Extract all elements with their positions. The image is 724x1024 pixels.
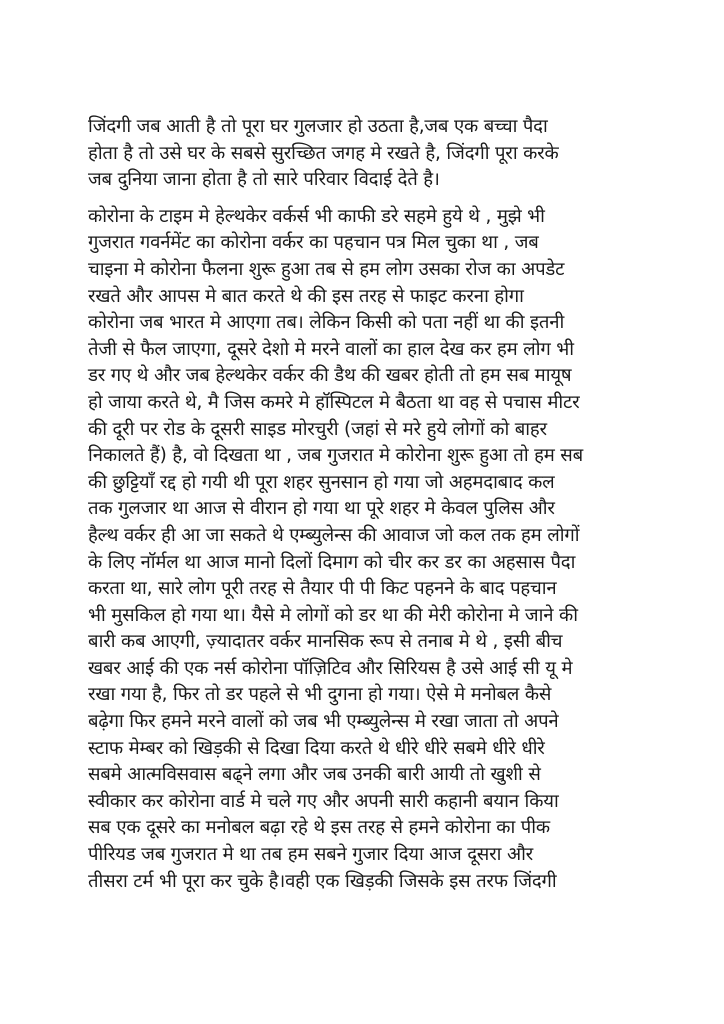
text-line: रखते और आपस मे बात करते थे की इस तरह से फाइट करना होगा (88, 285, 524, 307)
text-line: स्टाफ मेम्बर को खिड़की से दिखा दिया करते थे धीरे धीरे सबमे धीरे धीरे (88, 737, 545, 759)
document-body (88, 114, 648, 895)
text-line: कोरोना जब भारत मे आएगा तब। लेकिन किसी को पता नहीं था की इतनी (88, 312, 565, 334)
text-line: सबमे आत्मविसवास बढ्ने लगा और जब उनकी बारी आयी तो खुशी से (88, 764, 541, 786)
text-line: जिंदगी जब आती है तो पूरा घर गुलजार हो उठता है,जब एक बच्चा पैदा (88, 116, 548, 137)
text-line: जब दुनिया जाना होता है तो सारे परिवार विदाई देते है। (88, 169, 440, 191)
text-line: तक गुलजार था आज से वीरान हो गया था पूरे शहर मे केवल पुलिस और (88, 498, 555, 520)
text-line: हैल्थ वर्कर ही आ जा सकते थे एम्ब्युलेन्स की आवाज जो कल तक हम लोगों (88, 524, 580, 546)
text-line: करता था, सारे लोग पूरी तरह से तैयार पी पी किट पहनने के बाद पहचान (88, 578, 557, 600)
text-line: डर गए थे और जब हेल्थकेर वर्कर की डैथ की खबर होती तो हम सब मायूष (88, 365, 572, 387)
text-line: सब एक दूसरे का मनोबल बढ़ा रहे थे इस तरह से हमने कोरोना का पीक (88, 817, 550, 839)
text-line: तेजी से फैल जाएगा, दूसरे देशो मे मरने वालों का हाल देख कर हम लोग भी (88, 338, 574, 360)
paragraph-intro (88, 114, 648, 194)
text-line: कोरोना के टाइम मे हेल्थकेर वर्कर्स भी काफी डरे सहमे हुये थे , मुझे भी (88, 205, 545, 227)
text-line: निकालते हैं) है, वो दिखता था , जब गुजरात मे कोरोना शुरू हुआ तो हम सब (88, 445, 583, 467)
text-line: पीरियड जब गुजरात मे था तब हम सबने गुजार दिया आज दूसरा और (88, 844, 534, 866)
text-line: भी मुसकिल हो गया था। यैसे मे लोगों को डर था की मेरी कोरोना मे जाने की (88, 604, 578, 626)
text-line: की दूरी पर रोड के दूसरी साइड मोरचुरी (जहां से मरे हुये लोगों को बाहर (88, 418, 547, 440)
text-line: स्वीकार कर कोरोना वार्ड मे चले गए और अपनी सारी कहानी बयान किया (88, 790, 559, 812)
text-line: होता है तो उसे घर के सबसे सुरच्छित जगह मे रखते है, जिंदगी पूरा करके (88, 142, 559, 164)
text-line: तीसरा टर्म भी पूरा कर चुके है।वही एक खिड़की जिसके इस तरफ जिंदगी (88, 870, 557, 892)
text-line: रखा गया है, फिर तो डर पहले से भी दुगना हो गया। ऐसे मे मनोबल कैसे (88, 684, 552, 706)
text-line: बढ़ेगा फिर हमने मरने वालों को जब भी एम्ब्युलेन्स मे रखा जाता तो अपने (88, 711, 559, 733)
text-line: के लिए नॉर्मल था आज मानो दिलों दिमाग को चीर कर डर का अहसास पैदा (88, 551, 576, 573)
text-line: चाइना मे कोरोना फैलना शुरू हुआ तब से हम लोग उसका रोज का अपडेट (88, 258, 565, 280)
text-line: खबर आई की एक नर्स कोरोना पॉज़िटिव और सिरियस है उसे आई सी यू मे (88, 657, 573, 679)
text-line: गुजरात गवर्नमेंट का कोरोना वर्कर का पहचान पत्र मिल चुका था , जब (88, 232, 539, 254)
paragraph-corona-story (88, 204, 648, 895)
text-line: बारी कब आएगी, ज़्यादातर वर्कर मानसिक रूप से तनाब मे थे , इसी बीच (88, 631, 563, 653)
text-line: हो जाया करते थे, मै जिस कमरे मे हॉस्पिटल मे बैठता था वह से पचास मीटर (88, 391, 580, 413)
text-line: की छुट्टियाँ रद्द हो गयी थी पूरा शहर सुनसान हो गया जो अहमदाबाद कल (88, 471, 555, 493)
